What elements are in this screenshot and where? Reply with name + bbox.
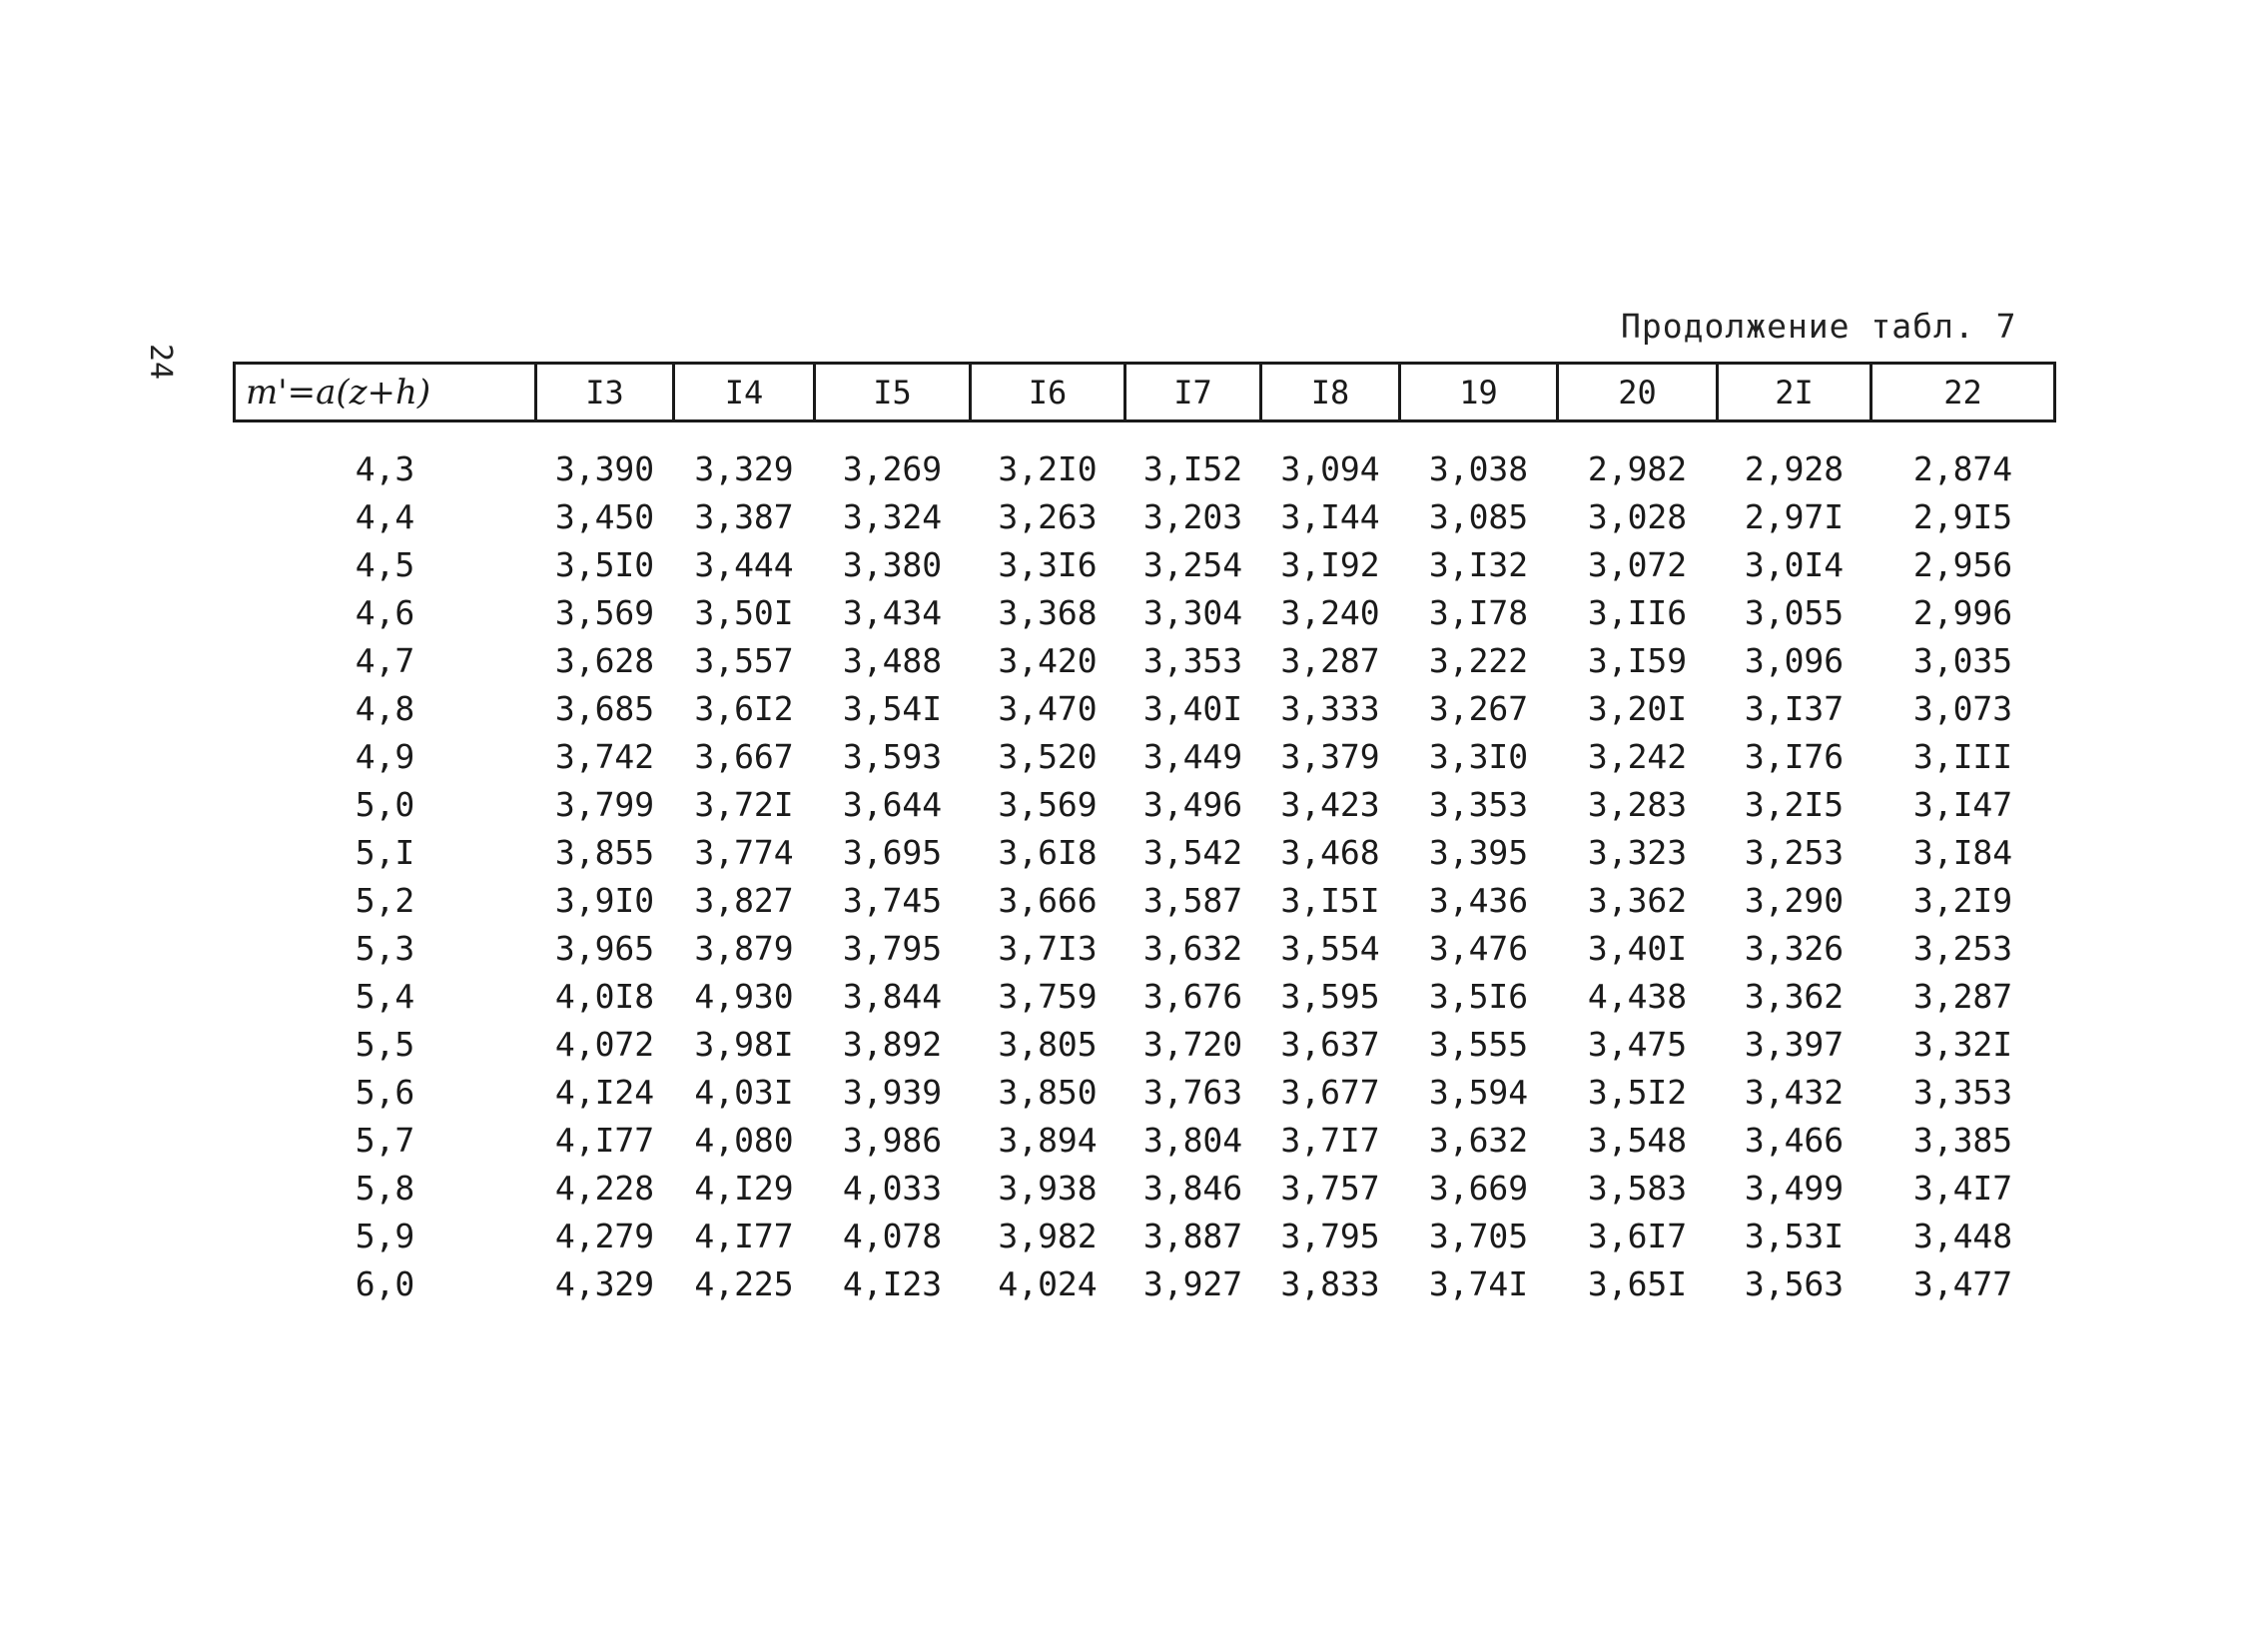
table-cell: 3,353	[1912, 1072, 2013, 1112]
table-cell: 3,632	[1142, 928, 1243, 968]
table-cell: 4,279	[554, 1216, 655, 1255]
table-row	[235, 1116, 2055, 1164]
table-cell: 3,745	[842, 880, 943, 920]
table-row	[235, 1020, 2055, 1068]
table-cell: 3,2I0	[998, 448, 1098, 488]
table-cell: 3,982	[998, 1216, 1098, 1255]
table-cell: 3,324	[842, 496, 943, 536]
table-cell: 3,855	[554, 832, 655, 872]
table-cell: 3,685	[554, 688, 655, 728]
table-cell: 3,593	[842, 736, 943, 776]
table-cell: 2,97I	[1744, 496, 1845, 536]
table-cell: 3,085	[1428, 496, 1529, 536]
row-m-value: 4,9	[355, 736, 415, 776]
table-cell: 3,I44	[1280, 496, 1380, 536]
table-cell: 3,844	[842, 976, 943, 1016]
table-cell: 4,I24	[554, 1072, 655, 1112]
table-header-row	[235, 364, 2055, 421]
table-cell: 3,I5I	[1280, 880, 1380, 920]
table-cell: 3,476	[1428, 928, 1529, 968]
table-cell: 3,583	[1587, 1168, 1688, 1208]
table-cell: 3,397	[1744, 1024, 1845, 1064]
table-cell: 4,I77	[554, 1120, 655, 1160]
table-cell: 3,I84	[1912, 832, 2013, 872]
table-cell: 3,742	[554, 736, 655, 776]
table-cell: 3,263	[998, 496, 1098, 536]
table-row	[235, 1212, 2055, 1259]
row-m-value: 4,6	[355, 592, 415, 632]
table-cell: 3,055	[1744, 592, 1845, 632]
table-cell: 3,879	[694, 928, 794, 968]
table-cell: 4,024	[998, 1263, 1098, 1303]
table-cell: 3,54I	[842, 688, 943, 728]
table-cell: 3,333	[1280, 688, 1380, 728]
table-cell: 3,965	[554, 928, 655, 968]
table-cell: 3,395	[1428, 832, 1529, 872]
table-cell: 3,II6	[1587, 592, 1688, 632]
table-cell: 3,468	[1280, 832, 1380, 872]
table-cell: 3,I76	[1744, 736, 1845, 776]
table-cell: 3,475	[1587, 1024, 1688, 1064]
row-m-value: 4,5	[355, 544, 415, 584]
table-cell: 3,222	[1428, 640, 1529, 680]
table-cell: 3,III	[1912, 736, 2013, 776]
table-cell: 3,329	[694, 448, 794, 488]
table-cell: 3,I32	[1428, 544, 1529, 584]
table-cell: 3,986	[842, 1120, 943, 1160]
row-m-value: 4,4	[355, 496, 415, 536]
header-m-label: m'=a(z+h)	[235, 364, 536, 421]
table-cell: 3,833	[1280, 1263, 1380, 1303]
header-col: 2I	[1718, 364, 1871, 421]
table-cell: 4,329	[554, 1263, 655, 1303]
table-cell: 3,637	[1280, 1024, 1380, 1064]
header-col: 19	[1400, 364, 1558, 421]
table-cell: 3,390	[554, 448, 655, 488]
table-cell: 3,846	[1142, 1168, 1243, 1208]
table-cell: 3,98I	[694, 1024, 794, 1064]
table-cell: 3,2I9	[1912, 880, 2013, 920]
header-col: 20	[1558, 364, 1718, 421]
table-cell: 3,74I	[1428, 1263, 1529, 1303]
table-cell: 4,438	[1587, 976, 1688, 1016]
table-cell: 3,423	[1280, 784, 1380, 824]
table-cell: 3,287	[1912, 976, 2013, 1016]
table-cell: 3,677	[1280, 1072, 1380, 1112]
table-cell: 4,078	[842, 1216, 943, 1255]
row-m-value: 5,8	[355, 1168, 415, 1208]
header-col: I4	[674, 364, 815, 421]
table-cell: 3,850	[998, 1072, 1098, 1112]
table-cell: 3,096	[1744, 640, 1845, 680]
table-cell: 4,0I8	[554, 976, 655, 1016]
table-cell: 3,436	[1428, 880, 1529, 920]
header-col: I3	[536, 364, 674, 421]
table-cell: 3,7I3	[998, 928, 1098, 968]
table-body	[235, 421, 2055, 1308]
table-cell: 3,3I0	[1428, 736, 1529, 776]
row-m-value: 4,3	[355, 448, 415, 488]
table-cell: 3,466	[1744, 1120, 1845, 1160]
table-cell: 3,290	[1744, 880, 1845, 920]
row-m-value: 5,9	[355, 1216, 415, 1255]
header-col: I5	[815, 364, 971, 421]
table-cell: 3,595	[1280, 976, 1380, 1016]
table-cell: 3,203	[1142, 496, 1243, 536]
table-cell: 4,033	[842, 1168, 943, 1208]
table-cell: 3,379	[1280, 736, 1380, 776]
table-cell: 4,I77	[694, 1216, 794, 1255]
table-cell: 3,I37	[1744, 688, 1845, 728]
table-cell: 3,269	[842, 448, 943, 488]
table-row	[235, 540, 2055, 588]
table-cell: 3,53I	[1744, 1216, 1845, 1255]
table-cell: 4,03I	[694, 1072, 794, 1112]
table-cell: 3,32I	[1912, 1024, 2013, 1064]
table-cell: 2,874	[1912, 448, 2013, 488]
table-cell: 3,939	[842, 1072, 943, 1112]
header-col: I6	[971, 364, 1125, 421]
table-cell: 3,362	[1744, 976, 1845, 1016]
table-row	[235, 684, 2055, 732]
table-row	[235, 876, 2055, 924]
table-cell: 3,287	[1280, 640, 1380, 680]
table-cell: 3,353	[1428, 784, 1529, 824]
table-cell: 3,253	[1912, 928, 2013, 968]
row-m-value: 5,3	[355, 928, 415, 968]
table-cell: 3,I47	[1912, 784, 2013, 824]
table-cell: 3,557	[694, 640, 794, 680]
table-cell: 3,5I2	[1587, 1072, 1688, 1112]
table-cell: 3,353	[1142, 640, 1243, 680]
table-cell: 3,094	[1280, 448, 1380, 488]
table-cell: 3,695	[842, 832, 943, 872]
table-row	[235, 780, 2055, 828]
table-row	[235, 732, 2055, 780]
table-row	[235, 588, 2055, 636]
table-cell: 3,267	[1428, 688, 1529, 728]
data-table	[233, 362, 2056, 1307]
table-cell: 3,072	[1587, 544, 1688, 584]
table-cell: 3,774	[694, 832, 794, 872]
table-cell: 3,6I2	[694, 688, 794, 728]
table-cell: 2,928	[1744, 448, 1845, 488]
row-m-value: 5,7	[355, 1120, 415, 1160]
table-cell: 3,40I	[1142, 688, 1243, 728]
table-cell: 2,996	[1912, 592, 2013, 632]
table-cell: 3,759	[998, 976, 1098, 1016]
table-cell: 3,50I	[694, 592, 794, 632]
row-m-value: 4,7	[355, 640, 415, 680]
table-cell: 3,253	[1744, 832, 1845, 872]
table-cell: 4,I23	[842, 1263, 943, 1303]
table-cell: 3,9I0	[554, 880, 655, 920]
row-m-value: 5,4	[355, 976, 415, 1016]
row-m-value: 5,2	[355, 880, 415, 920]
table-cell: 3,242	[1587, 736, 1688, 776]
table-cell: 3,594	[1428, 1072, 1529, 1112]
table-cell: 3,40I	[1587, 928, 1688, 968]
table-cell: 3,385	[1912, 1120, 2013, 1160]
table-row	[235, 828, 2055, 876]
table-cell: 3,72I	[694, 784, 794, 824]
table-cell: 3,038	[1428, 448, 1529, 488]
table-cell: 2,982	[1587, 448, 1688, 488]
table-row	[235, 1068, 2055, 1116]
table-cell: 3,887	[1142, 1216, 1243, 1255]
table-cell: 3,554	[1280, 928, 1380, 968]
table-cell: 3,4I7	[1912, 1168, 2013, 1208]
header-col: I8	[1261, 364, 1400, 421]
table-cell: 3,I92	[1280, 544, 1380, 584]
table-cell: 3,628	[554, 640, 655, 680]
table-cell: 3,432	[1744, 1072, 1845, 1112]
table-cell: 3,542	[1142, 832, 1243, 872]
table-cell: 3,387	[694, 496, 794, 536]
table-cell: 3,795	[842, 928, 943, 968]
table-cell: 4,072	[554, 1024, 655, 1064]
table-cell: 3,499	[1744, 1168, 1845, 1208]
table-cell: 3,477	[1912, 1263, 2013, 1303]
table-cell: 3,I52	[1142, 448, 1243, 488]
table-cell: 3,927	[1142, 1263, 1243, 1303]
table-cell: 3,569	[554, 592, 655, 632]
row-m-value: 5,I	[355, 832, 415, 872]
table-cell: 2,9I5	[1912, 496, 2013, 536]
table-cell: 3,795	[1280, 1216, 1380, 1255]
table-cell: 3,65I	[1587, 1263, 1688, 1303]
table-cell: 3,6I8	[998, 832, 1098, 872]
table-cell: 3,5I6	[1428, 976, 1529, 1016]
table-cell: 3,5I0	[554, 544, 655, 584]
table-cell: 3,073	[1912, 688, 2013, 728]
table-row	[235, 636, 2055, 684]
table-cell: 3,254	[1142, 544, 1243, 584]
table-cell: 3,804	[1142, 1120, 1243, 1160]
table-row	[235, 1164, 2055, 1212]
table-cell: 3,380	[842, 544, 943, 584]
table-cell: 3,520	[998, 736, 1098, 776]
table-cell: 3,368	[998, 592, 1098, 632]
table-cell: 3,3I6	[998, 544, 1098, 584]
table-cell: 3,240	[1280, 592, 1380, 632]
row-m-value: 4,8	[355, 688, 415, 728]
header-col: I7	[1125, 364, 1261, 421]
table-cell: 3,444	[694, 544, 794, 584]
table-cell: 2,956	[1912, 544, 2013, 584]
table-cell: 3,632	[1428, 1120, 1529, 1160]
table-cell: 3,448	[1912, 1216, 2013, 1255]
table-cell: 4,228	[554, 1168, 655, 1208]
table-cell: 3,035	[1912, 640, 2013, 680]
table-continuation-caption: Продолжение табл. 7	[1621, 307, 2017, 346]
table-cell: 3,449	[1142, 736, 1243, 776]
table-cell: 3,805	[998, 1024, 1098, 1064]
table-cell: 3,705	[1428, 1216, 1529, 1255]
row-m-value: 5,5	[355, 1024, 415, 1064]
table-cell: 3,569	[998, 784, 1098, 824]
row-m-value: 5,6	[355, 1072, 415, 1112]
table-cell: 3,763	[1142, 1072, 1243, 1112]
table-cell: 3,420	[998, 640, 1098, 680]
table-cell: 3,283	[1587, 784, 1688, 824]
table-cell: 3,555	[1428, 1024, 1529, 1064]
table-cell: 3,6I7	[1587, 1216, 1688, 1255]
table-cell: 3,434	[842, 592, 943, 632]
table-cell: 3,676	[1142, 976, 1243, 1016]
table-cell: 3,2I5	[1744, 784, 1845, 824]
table-cell: 3,450	[554, 496, 655, 536]
table-cell: 3,470	[998, 688, 1098, 728]
table-cell: 3,720	[1142, 1024, 1243, 1064]
table-cell: 3,I78	[1428, 592, 1529, 632]
table-cell: 3,20I	[1587, 688, 1688, 728]
table-cell: 3,326	[1744, 928, 1845, 968]
table-row	[235, 492, 2055, 540]
table-cell: 4,080	[694, 1120, 794, 1160]
table-cell: 3,488	[842, 640, 943, 680]
table-cell: 4,225	[694, 1263, 794, 1303]
table-cell: 3,7I7	[1280, 1120, 1380, 1160]
table-cell: 3,799	[554, 784, 655, 824]
table-cell: 3,667	[694, 736, 794, 776]
table-cell: 3,666	[998, 880, 1098, 920]
table-cell: 3,644	[842, 784, 943, 824]
table-cell: 4,I29	[694, 1168, 794, 1208]
table-cell: 3,548	[1587, 1120, 1688, 1160]
table-cell: 3,894	[998, 1120, 1098, 1160]
page-number: 24	[143, 344, 178, 381]
table-row	[235, 1259, 2055, 1307]
table-cell: 3,362	[1587, 880, 1688, 920]
header-col: 22	[1871, 364, 2055, 421]
table-cell: 3,0I4	[1744, 544, 1845, 584]
table-cell: 3,I59	[1587, 640, 1688, 680]
table-cell: 3,827	[694, 880, 794, 920]
table-row	[235, 972, 2055, 1020]
row-m-value: 6,0	[355, 1263, 415, 1303]
table-cell: 3,892	[842, 1024, 943, 1064]
table-row	[235, 924, 2055, 972]
table-cell: 3,323	[1587, 832, 1688, 872]
table-cell: 3,028	[1587, 496, 1688, 536]
table-cell: 3,757	[1280, 1168, 1380, 1208]
table-cell: 3,587	[1142, 880, 1243, 920]
table-cell: 4,930	[694, 976, 794, 1016]
table-cell: 3,563	[1744, 1263, 1845, 1303]
row-m-value: 5,0	[355, 784, 415, 824]
table-row	[235, 421, 2055, 493]
table-cell: 3,669	[1428, 1168, 1529, 1208]
table-cell: 3,496	[1142, 784, 1243, 824]
table-cell: 3,304	[1142, 592, 1243, 632]
table-cell: 3,938	[998, 1168, 1098, 1208]
